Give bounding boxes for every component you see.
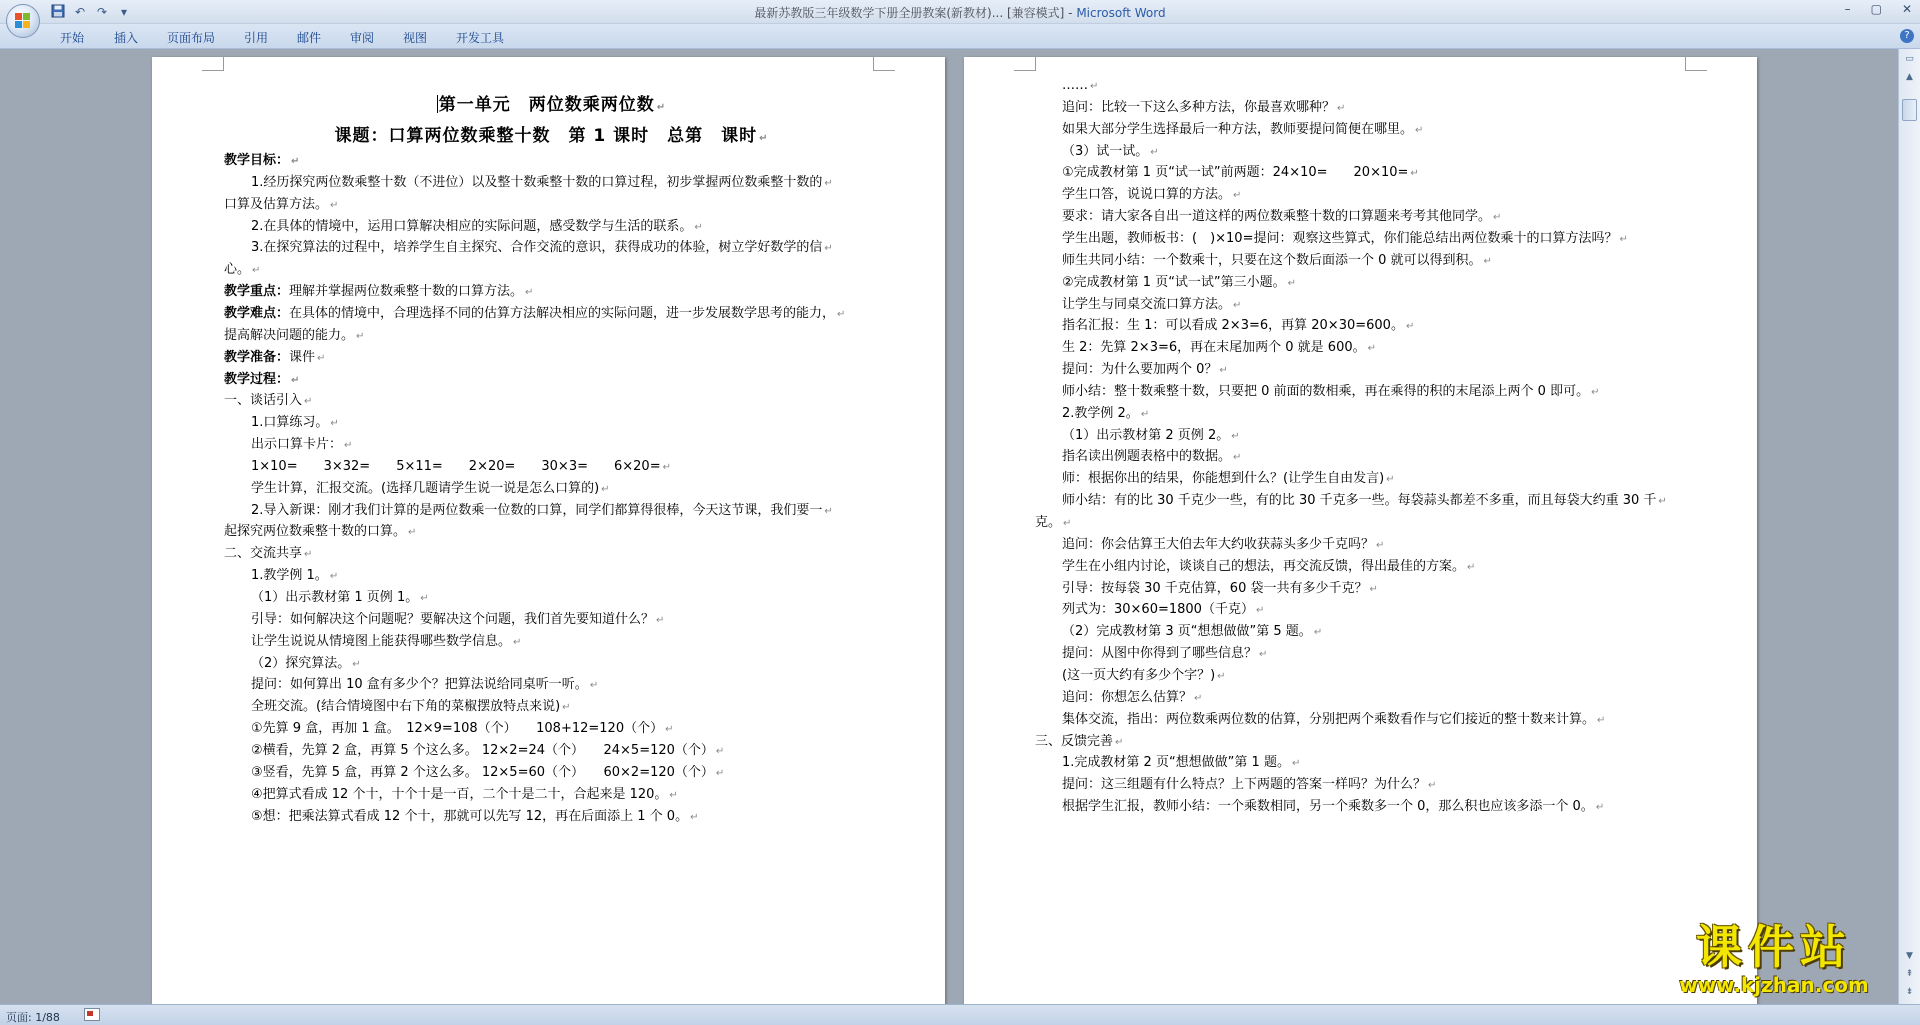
paragraph-line (224, 370, 299, 390)
paragraph-mark: ↵ (837, 308, 846, 320)
paragraph-text: 引导：如何解决这个问题呢？要解决这个问题，我们首先要知道什么？ (251, 611, 655, 627)
paragraph-line (224, 195, 338, 215)
previous-page-icon[interactable]: ⇞ (1905, 969, 1914, 979)
next-page-icon[interactable]: ⇟ (1905, 987, 1914, 997)
help-icon[interactable]: ? (1900, 29, 1914, 43)
paragraph-line (251, 566, 338, 586)
paragraph-text: 集体交流，指出：两位数乘两位数的估算，分别把两个乘数看作与它们接近的整十数来计算。 (1062, 711, 1596, 727)
paragraph-text: 2.教学例 2。 (1062, 405, 1139, 421)
paragraph-text: 克。 (1035, 515, 1062, 530)
paragraph-text: 理解并掌握两位数乘整十数的口算方法。 (289, 284, 524, 300)
paragraph-mark: ↵ (665, 724, 674, 736)
paragraph-mark: ↵ (291, 156, 300, 167)
title-bar (0, 0, 1920, 24)
paragraph-text: 3.在探究算法的过程中，培养学生自主探究、合作交流的意识，获得成功的体验，树立学好数学的信 (251, 240, 823, 256)
paragraph-line (1062, 120, 1423, 140)
document-title-heading: 第一单元 两位数乘两位数 ↵ (438, 95, 667, 115)
paragraph-text: ②横看，先算 2 盒，再算 5 个这么多。 12×2=24（个） 24×5=120（个） (251, 742, 714, 758)
tab-developer[interactable]: 开发工具 (456, 31, 505, 45)
paragraph-line (251, 238, 833, 258)
ruler-toggle-icon[interactable]: ▭ (1905, 54, 1914, 64)
vertical-scrollbar[interactable] (1898, 49, 1920, 1004)
document-title: 最新苏教版三年级数学下册全册教案(新教材)... [兼容模式] - (754, 6, 1077, 20)
paragraph-line (1062, 666, 1226, 686)
paragraph-line (1062, 163, 1419, 183)
paragraph-mark: ↵ (1255, 605, 1265, 617)
paragraph-line (1035, 513, 1071, 533)
page-left[interactable] (152, 57, 945, 1004)
paragraph-mark: ↵ (330, 418, 339, 430)
paragraph-line (1062, 273, 1296, 293)
paragraph-text: 提问：从图中你得到了哪些信息？ (1062, 646, 1258, 662)
paragraph-text: 一、谈话引入 (224, 393, 303, 409)
paragraph-text: 如果大部分学生选择最后一种方法，教师要提问简便在哪里。 (1062, 121, 1414, 137)
undo-icon[interactable]: ↶ (74, 5, 86, 19)
paragraph-text: 学生口答，说说口算的方法。 (1062, 187, 1232, 203)
window-controls (1845, 2, 1912, 16)
paragraph-line (224, 282, 533, 302)
paragraph-mark: ↵ (1150, 146, 1159, 158)
redo-icon[interactable]: ↷ (96, 5, 108, 19)
paragraph-mark: ↵ (1405, 321, 1415, 333)
paragraph-mark: ↵ (1415, 124, 1424, 136)
paragraph-text: 心。 (224, 262, 251, 278)
tab-home[interactable]: 开始 (60, 31, 85, 45)
paragraph-text: 1.完成教材第 2 页“想想做做”第 1 题。 (1062, 755, 1290, 771)
paragraph-line (251, 785, 678, 805)
paragraph-mark: ↵ (1233, 299, 1242, 311)
paragraph-mark: ↵ (420, 593, 429, 604)
paragraph-line (251, 807, 698, 827)
paragraph-line (1062, 295, 1241, 315)
paragraph-text: ①先算 9 盒，再加 1 盒。 12×9=108（个） 108+12=120（个） (251, 721, 664, 737)
paragraph-text: 学生在小组内讨论，谈谈自己的想法，再交流反馈，得出最佳的方案。 (1062, 558, 1466, 574)
paragraph-line (1062, 207, 1501, 227)
paragraph-line (1062, 185, 1241, 205)
paragraph-text: 师生共同小结：一个数乘十，只要在这个数后面添一个 0 就可以得到积。 (1062, 252, 1482, 268)
paragraph-text: 追问：比较一下这么多种方法，你最喜欢哪种？ (1062, 99, 1336, 115)
paragraph-line (224, 260, 260, 280)
paragraph-text: 在具体的情境中，合理选择不同的估算方法解决相应的实际问题，进一步发展数学思考的能力， (289, 305, 836, 321)
paragraph-mark: ↵ (1063, 518, 1072, 529)
paragraph-mark: ↵ (715, 745, 725, 757)
close-button[interactable]: ✕ (1901, 2, 1912, 16)
paragraph-line (224, 151, 299, 171)
paragraph-text: （2）完成教材第 3 页“想想做做”第 5 题。 (1062, 624, 1312, 640)
paragraph-line (1062, 447, 1241, 467)
paragraph-text: （3）试一试。 (1062, 143, 1149, 159)
paragraph-text: 2.在具体的情境中，运用口算解决相应的实际问题，感受数学与生活的联系。 (251, 218, 693, 234)
paragraph-line (251, 457, 671, 477)
paragraph-text: （2）探究算法。 (251, 655, 351, 671)
paragraph-text: ③竖看，先算 5 盒，再算 2 个这么多。 12×5=60（个） 60×2=120（个） (251, 764, 714, 780)
paragraph-line (251, 610, 664, 630)
paragraph-text: 三、反馈完善 (1035, 733, 1114, 749)
paragraph-mark: ↵ (1233, 452, 1242, 464)
paragraph-text: 提问：如何算出 10 盒有多少个？把算法说给同桌听一听。 (251, 677, 588, 693)
proofing-icon[interactable] (84, 1008, 100, 1021)
paragraph-text: 二、交流共享 (224, 546, 303, 562)
paragraph-text: ②完成教材第 1 页“试一试”第三小题。 (1062, 274, 1286, 290)
watermark-url: www.kjzhan.com (1679, 973, 1869, 997)
paragraph-mark: ↵ (824, 177, 833, 189)
paragraph-text: 列式为：30×60=1800（千克） (1062, 602, 1254, 618)
paragraph-line (224, 304, 845, 324)
paragraph-line (251, 697, 571, 717)
tab-mailings[interactable]: 邮件 (297, 31, 322, 45)
tab-view[interactable]: 视图 (403, 31, 428, 45)
paragraph-text: 师：根据你出的结果，你能想到什么？(让学生自由发言) (1062, 471, 1385, 487)
paragraph-text: 学生计算，汇报交流。(选择几题请学生说一说是怎么口算的) (251, 480, 600, 496)
paragraph-text: 全班交流。(结合情境图中右下角的菜椒摆放特点来说) (251, 699, 561, 715)
margin-corner (202, 57, 224, 71)
paragraph-mark: ↵ (1337, 102, 1346, 114)
maximize-button[interactable]: ▢ (1870, 2, 1882, 16)
paragraph-label: 教学重点： (224, 284, 290, 300)
paragraph-mark: ↵ (344, 440, 353, 452)
paragraph-mark: ↵ (562, 702, 571, 714)
paragraph-mark: ↵ (1386, 474, 1395, 486)
paragraph-mark: ↵ (694, 221, 703, 233)
paragraph-mark: ↵ (356, 330, 365, 342)
paragraph-mark: ↵ (1467, 561, 1476, 573)
watermark-logo-text: 课件站 (1696, 920, 1852, 974)
paragraph-line (1062, 469, 1395, 489)
paragraph-mark: ↵ (291, 374, 300, 386)
paragraph-mark: ↵ (513, 636, 522, 648)
paragraph-mark: ↵ (408, 527, 417, 539)
paragraph-text: 引导：按每袋 30 千克估算，60 袋一共有多少千克？ (1062, 580, 1368, 596)
scroll-down-icon[interactable]: ▼ (1906, 951, 1913, 961)
status-bar (0, 1004, 1920, 1025)
paragraph-mark: ↵ (1090, 81, 1099, 92)
lesson-subtitle: 课题：口算两位数乘整十数 第 1 课时 总第 课时 ↵ (334, 126, 769, 146)
paragraph-mark: ↵ (690, 811, 699, 823)
minimize-button[interactable]: – (1844, 2, 1851, 16)
paragraph-mark: ↵ (1115, 736, 1124, 748)
paragraph-text: 1.经历探究两位数乘整十数（不进位）以及整十数乘整十数的口算过程，初步掌握两位数乘整十数的 (251, 174, 823, 190)
paragraph-line (251, 413, 339, 433)
paragraph-line (1062, 316, 1414, 336)
paragraph-text: 学生出题，教师板书：( )×10=提问：观察这些算式，你们能总结出两位数乘十的口算方法吗？ (1062, 230, 1618, 246)
paragraph-line (251, 173, 833, 193)
paragraph-mark: ↵ (1595, 802, 1605, 814)
paragraph-line (1062, 98, 1345, 118)
paragraph-line (251, 588, 429, 608)
paragraph-line (251, 654, 361, 674)
paragraph-text: ①完成教材第 1 页“试一试”前两题：24×10= 20×10= (1062, 165, 1409, 181)
paragraph-line (251, 763, 724, 783)
paragraph-line (1062, 76, 1098, 96)
paragraph-text: （1）出示教材第 2 页例 2。 (1062, 427, 1230, 443)
paragraph-mark: ↵ (601, 483, 610, 495)
app-name: Microsoft Word (1076, 6, 1166, 20)
site-watermark (1654, 921, 1894, 1001)
paragraph-mark: ↵ (662, 461, 671, 473)
paragraph-text: 追问：你会估算王大伯去年大约收获蒜头多少千克吗？ (1062, 536, 1375, 552)
paragraph-mark: ↵ (1428, 780, 1437, 792)
paragraph-line (1062, 622, 1322, 642)
paragraph-text: 师小结：有的比 30 千克少一些，有的比 30 千克多一些。每袋蒜头都差不多重，而且每袋大约重 30 千 (1062, 493, 1657, 509)
paragraph-text: 提问：这三组题有什么特点？上下两题的答案一样吗？为什么？ (1062, 777, 1427, 793)
paragraph-mark: ↵ (304, 549, 313, 561)
paragraph-mark: ↵ (1493, 212, 1502, 224)
paragraph-text: 1.口算练习。 (251, 415, 329, 431)
paragraph-mark: ↵ (317, 352, 326, 364)
paragraph-mark: ↵ (1367, 343, 1377, 355)
paragraph-line (1062, 775, 1436, 795)
paragraph-line (1062, 404, 1149, 424)
office-logo-icon (15, 13, 31, 29)
paragraph-mark: ↵ (1597, 714, 1606, 726)
paragraph-mark: ↵ (1194, 692, 1203, 704)
paragraph-text: （1）出示教材第 1 页例 1。 (251, 590, 419, 605)
paragraph-mark: ↵ (1410, 168, 1419, 180)
paragraph-mark: ↵ (1233, 190, 1242, 202)
paragraph-line (1062, 382, 1599, 402)
paragraph-line (224, 522, 416, 542)
margin-corner (1685, 57, 1707, 71)
paragraph-text: 指名汇报：生 1：可以看成 2×3=6，再算 20×30=600。 (1062, 318, 1404, 334)
customize-qat-icon[interactable]: ▾ (120, 5, 128, 19)
paragraph-text: 1.教学例 1。 (251, 568, 328, 584)
paragraph-line (1062, 535, 1384, 555)
paragraph-text: 2.导入新课：刚才我们计算的是两位数乘一位数的口算，同学们都算得很棒，今天这节课，我们要一 (251, 502, 823, 518)
window-title (0, 4, 1920, 21)
paragraph-mark: ↵ (252, 265, 261, 277)
paragraph-mark: ↵ (1291, 758, 1301, 770)
tab-insert[interactable]: 插入 (114, 31, 139, 45)
paragraph-text: 根据学生汇报，教师小结：一个乘数相同，另一个乘数多一个 0，那么积也应该多添一个 0。 (1062, 799, 1594, 815)
paragraph-text: 提高解决问题的能力。 (224, 327, 355, 343)
paragraph-line (1062, 491, 1667, 511)
tab-references[interactable]: 引用 (244, 31, 269, 45)
paragraph-text: 提问：为什么要加两个 0？ (1062, 362, 1218, 378)
paragraph-mark: ↵ (1376, 539, 1385, 551)
paragraph-line (224, 391, 312, 411)
paragraph-mark: ↵ (1619, 233, 1628, 245)
paragraph-line (251, 217, 703, 237)
paragraph-line (251, 719, 673, 739)
paragraph-line (1062, 753, 1300, 773)
paragraph-text: 1×10= 3×32= 5×11= 2×20= 30×3= 6×20= (251, 458, 661, 474)
tab-review[interactable]: 审阅 (350, 31, 375, 45)
paragraph-mark: ↵ (824, 505, 833, 517)
paragraph-text: 追问：你想怎么估算？ (1062, 689, 1193, 705)
paragraph-mark: ↵ (715, 767, 725, 779)
paragraph-mark: ↵ (1591, 386, 1600, 398)
margin-corner (1014, 57, 1036, 71)
paragraph-line (1062, 229, 1628, 249)
paragraph-line (224, 348, 325, 368)
paragraph-line (251, 741, 724, 761)
paragraph-text: (这一页大约有多少个字？) (1062, 667, 1216, 683)
paragraph-line (1062, 644, 1267, 664)
ribbon-tabs (0, 24, 1920, 49)
paragraph-line (1062, 797, 1604, 817)
paragraph-text: 课件 (289, 349, 316, 365)
paragraph-text: ④把算式看成 12 个十，十个十是一百，二个十是二十，合起来是 120。 (251, 786, 668, 802)
paragraph-mark: ↵ (304, 396, 313, 408)
paragraph-mark: ↵ (1259, 649, 1268, 661)
paragraph-mark: ↵ (1313, 627, 1323, 639)
paragraph-label: 教学准备： (224, 349, 290, 365)
paragraph-mark: ↵ (824, 243, 833, 255)
paragraph-mark: ↵ (1231, 430, 1240, 442)
paragraph-text: 教学目标： (224, 153, 290, 168)
paragraph-line (251, 632, 521, 652)
paragraph-text: 要求：请大家各自出一道这样的两位数乘整十数的口算题来考考其他同学。 (1062, 209, 1492, 225)
paragraph-text: 生 2：先算 2×3=6，再在末尾加两个 0 就是 600。 (1062, 340, 1366, 356)
paragraph-mark: ↵ (1140, 408, 1150, 420)
scroll-thumb[interactable] (1902, 99, 1917, 121)
paragraph-mark: ↵ (656, 614, 665, 626)
paragraph-line (1062, 338, 1376, 358)
paragraph-text: 起探究两位数乘整十数的口算。 (224, 524, 407, 540)
paragraph-line (1062, 142, 1159, 162)
paragraph-mark: ↵ (589, 680, 599, 692)
paragraph-line (1062, 600, 1264, 620)
paragraph-line (224, 544, 312, 564)
paragraph-mark: ↵ (1483, 255, 1492, 267)
paragraph-line (1035, 732, 1123, 752)
paragraph-text: 指名读出例题表格中的数据。 (1062, 449, 1232, 465)
paragraph-mark: ↵ (329, 571, 339, 583)
paragraph-text: 教学过程： (224, 371, 290, 387)
paragraph-line (1062, 688, 1202, 708)
paragraph-line (1062, 557, 1475, 577)
paragraph-mark: ↵ (669, 789, 678, 801)
paragraph-mark: ↵ (1219, 365, 1228, 377)
paragraph-line (1062, 579, 1378, 599)
scroll-up-icon[interactable]: ▲ (1906, 72, 1913, 82)
paragraph-mark: ↵ (1658, 496, 1667, 508)
page-right[interactable] (964, 57, 1757, 1004)
paragraph-text: 师小结：整十数乘整十数，只要把 0 前面的数相乘，再在乘得的积的末尾添上两个 0 即可。 (1062, 383, 1590, 399)
tab-page-layout[interactable]: 页面布局 (167, 31, 216, 45)
paragraph-mark: ↵ (1217, 670, 1226, 682)
office-button[interactable] (6, 4, 40, 38)
margin-corner (873, 57, 895, 71)
paragraph-text: 口算及估算方法。 (224, 196, 329, 212)
paragraph-line (1062, 426, 1240, 446)
paragraph-text: 出示口算卡片： (251, 437, 343, 453)
paragraph-line (1062, 251, 1492, 271)
paragraph-line (251, 435, 352, 455)
paragraph-mark: ↵ (1287, 277, 1297, 289)
paragraph-label: 教学难点： (224, 305, 290, 321)
paragraph-mark: ↵ (352, 658, 361, 670)
paragraph-line (1062, 360, 1228, 380)
paragraph-text: 让学生说说从情境图上能获得哪些数学信息。 (251, 633, 512, 649)
paragraph-text: …… (1062, 78, 1088, 93)
paragraph-line (251, 501, 833, 521)
text-cursor (437, 95, 438, 113)
paragraph-mark: ↵ (330, 199, 339, 211)
document-workspace (0, 49, 1898, 1004)
paragraph-line (224, 326, 364, 346)
paragraph-mark: ↵ (525, 287, 534, 299)
paragraph-text: 让学生与同桌交流口算方法。 (1062, 296, 1232, 312)
paragraph-line (251, 479, 610, 499)
page-indicator[interactable]: 页面: 1/88 (6, 1011, 60, 1024)
paragraph-line (1062, 710, 1605, 730)
paragraph-text: ⑤想：把乘法算式看成 12 个十，那就可以先写 12，再在后面添上 1 个 0。 (251, 808, 689, 824)
paragraph-mark: ↵ (1369, 583, 1378, 595)
paragraph-line (251, 675, 598, 695)
